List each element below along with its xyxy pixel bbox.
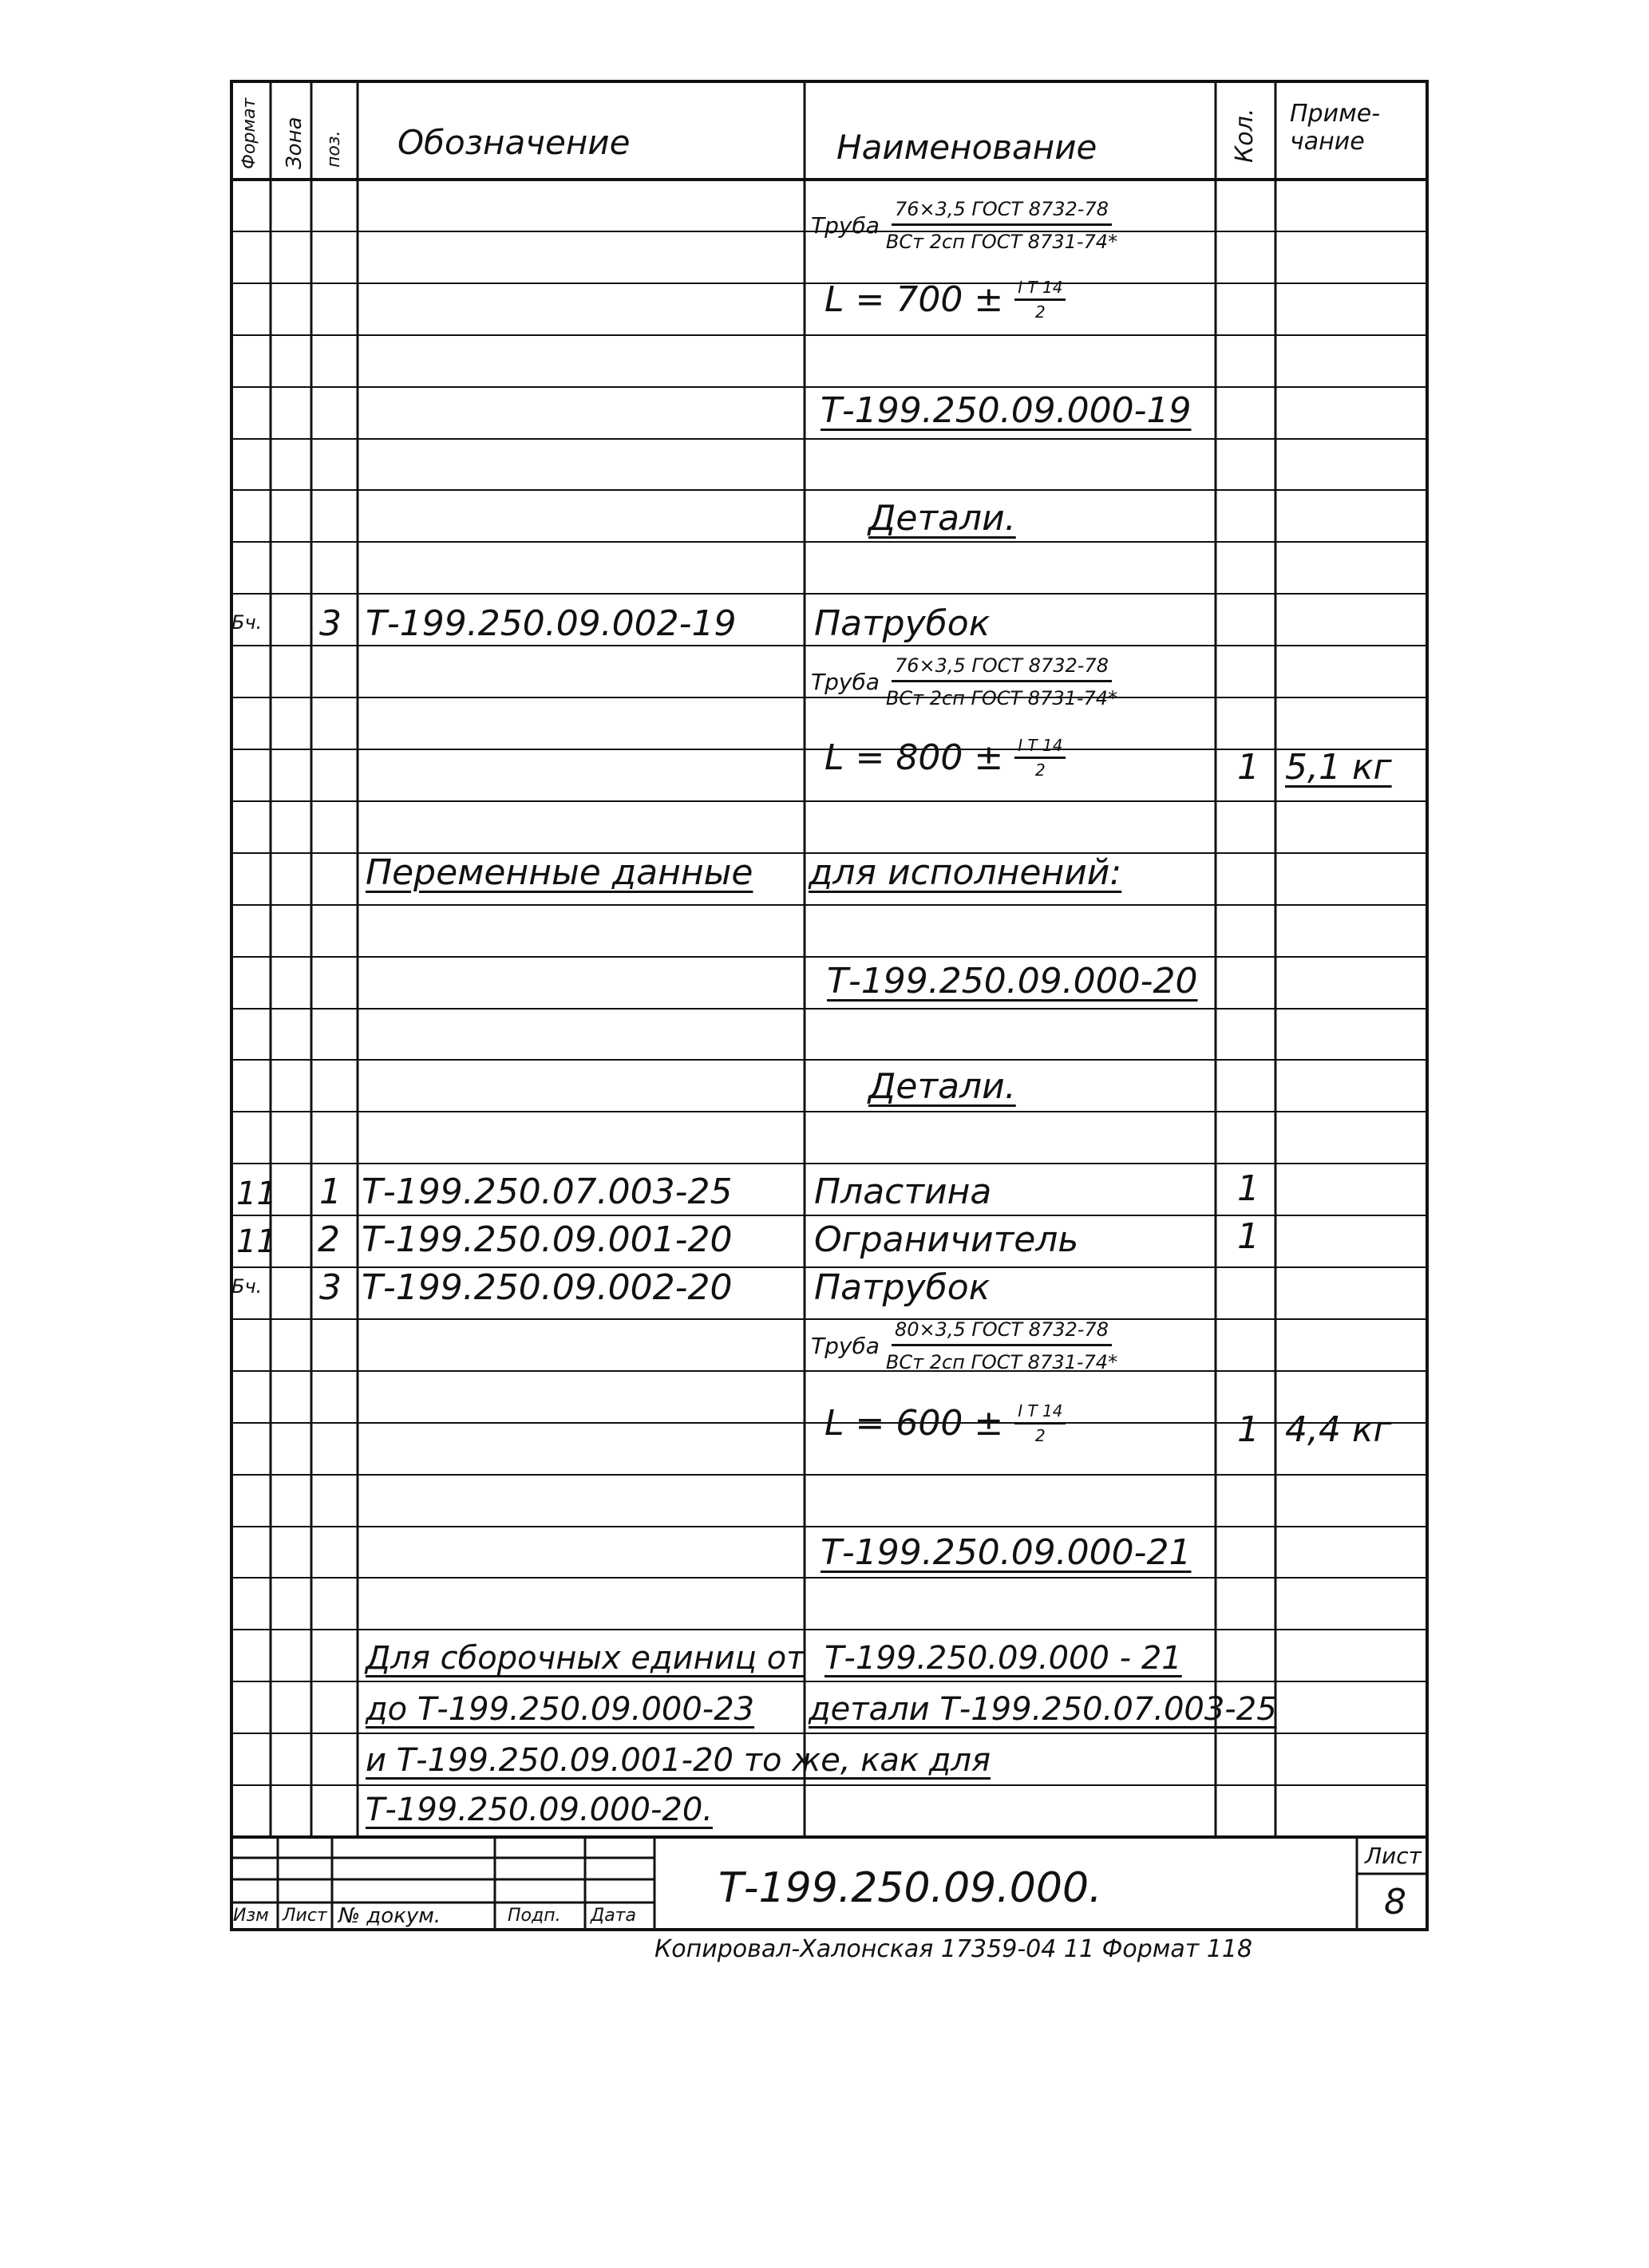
length-spec-1: L = 700 ± $\frac{\text{I T 14}}{2}$ bbox=[824, 278, 1066, 322]
document-designation: Т-199.250.09.000. bbox=[718, 1864, 1102, 1912]
row-name: Пластина bbox=[814, 1172, 992, 1212]
note-line-2-cont: детали Т-199.250.07.003-25 bbox=[809, 1691, 1277, 1728]
details-heading-2: Детали. bbox=[868, 1066, 1016, 1107]
row-format: Бч. bbox=[231, 1275, 263, 1298]
pipe-spec-2: Труба $\frac{\text{76×3,5 ГОСТ 8732-78}}{\text{ВСт 2сп ГОСТ 8731-74*}}$ bbox=[811, 654, 1118, 709]
tb-date: Дата bbox=[591, 1906, 636, 1926]
header-note: Приме- чание bbox=[1290, 100, 1381, 156]
variable-data-heading-cont: для исполнений: bbox=[809, 852, 1122, 893]
row-position: 2 bbox=[318, 1219, 340, 1260]
header-quantity: Кол. bbox=[1231, 108, 1259, 163]
pipe-spec-3: Труба $\frac{\text{80×3,5 ГОСТ 8732-78}}{\text{ВСт 2сп ГОСТ 8731-74*}}$ bbox=[811, 1318, 1118, 1373]
row-position: 1 bbox=[319, 1172, 342, 1212]
row-name: Ограничитель bbox=[814, 1219, 1079, 1260]
row-format: 11 bbox=[236, 1223, 277, 1260]
length-spec-2: L = 800 ± $\frac{\text{I T 14}}{2}$ bbox=[824, 736, 1066, 780]
row-designation: Т-199.250.07.003-25 bbox=[362, 1172, 733, 1212]
row-format: 11 bbox=[236, 1175, 277, 1212]
row-position: 3 bbox=[319, 1267, 342, 1308]
details-heading-1: Детали. bbox=[868, 498, 1016, 539]
row-format: Бч. bbox=[231, 611, 263, 634]
header-zone: Зона bbox=[283, 117, 306, 169]
header-designation: Обозначение bbox=[397, 123, 631, 162]
note-line-1: Для сборочных единиц от bbox=[366, 1640, 805, 1677]
row-name: Патрубок bbox=[814, 603, 991, 644]
row-designation: Т-199.250.09.001-20 bbox=[362, 1219, 733, 1260]
row-quantity: 1 bbox=[1237, 1168, 1259, 1209]
row-designation: Т-199.250.09.002-19 bbox=[366, 603, 737, 644]
mass-note: 4,4 кг bbox=[1285, 1409, 1392, 1450]
note-line-4: Т-199.250.09.000-20. bbox=[366, 1792, 713, 1828]
copy-footer: Копировал-Халонская 17359-04 11 Формат 118 bbox=[654, 1935, 1253, 1963]
tb-izm: Изм bbox=[233, 1906, 269, 1926]
variant-19: Т-199.250.09.000-19 bbox=[821, 390, 1192, 431]
header-name: Наименование bbox=[836, 128, 1097, 167]
variant-21: Т-199.250.09.000-21 bbox=[821, 1532, 1192, 1573]
header-position: поз. bbox=[324, 130, 344, 168]
tb-list: Лист bbox=[283, 1906, 327, 1926]
pipe-spec-1: Труба $\frac{\text{76×3,5 ГОСТ 8732-78}}{\text{ВСт 2сп ГОСТ 8731-74*}}$ bbox=[811, 198, 1118, 253]
variable-data-heading: Переменные данные bbox=[366, 852, 753, 893]
header-format: Формат bbox=[239, 97, 259, 169]
row-designation: Т-199.250.09.002-20 bbox=[362, 1267, 733, 1308]
length-spec-3: L = 600 ± $\frac{\text{I T 14}}{2}$ bbox=[824, 1401, 1066, 1445]
row-quantity: 1 bbox=[1237, 1216, 1259, 1257]
row-position: 3 bbox=[319, 603, 342, 644]
note-line-2: до Т-199.250.09.000-23 bbox=[366, 1691, 755, 1728]
note-line-1-cont: Т-199.250.09.000 - 21 bbox=[824, 1640, 1182, 1677]
specification-sheet bbox=[230, 80, 1429, 1931]
tb-doc-no: № докум. bbox=[338, 1904, 441, 1928]
quantity-value: 1 bbox=[1237, 747, 1259, 788]
mass-note: 5,1 кг bbox=[1285, 747, 1392, 788]
tb-sheet-label: Лист bbox=[1365, 1843, 1422, 1869]
sheet-number: 8 bbox=[1384, 1882, 1406, 1922]
tb-sign: Подп. bbox=[508, 1906, 561, 1926]
note-line-3: и Т-199.250.09.001-20 то же, как для bbox=[366, 1742, 991, 1779]
row-name: Патрубок bbox=[814, 1267, 991, 1308]
quantity-value: 1 bbox=[1237, 1409, 1259, 1450]
variant-20: Т-199.250.09.000-20 bbox=[827, 961, 1198, 1002]
